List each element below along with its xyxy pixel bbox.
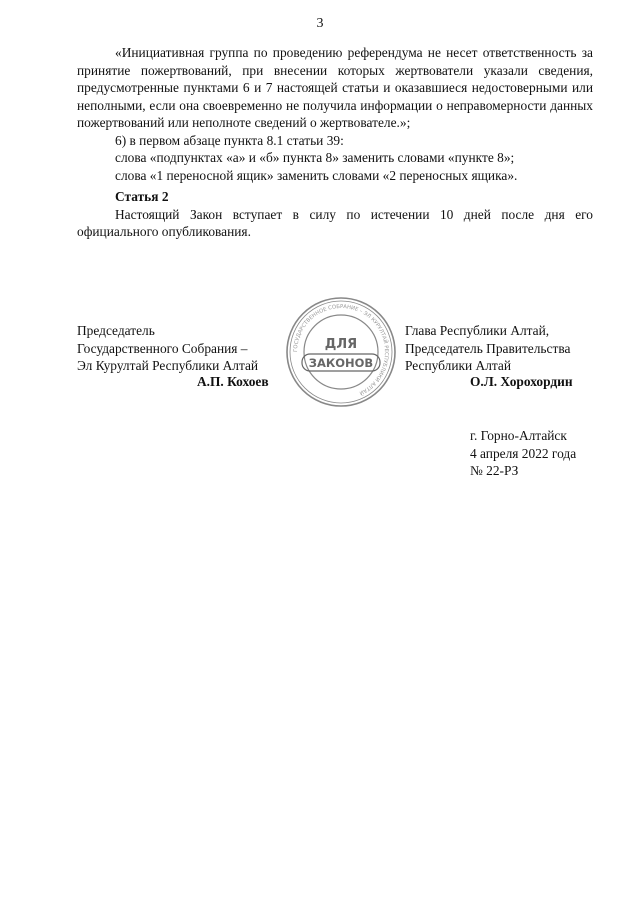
left-signatory-title (77, 322, 287, 375)
left-title-line-2: Государственного Собрания – (77, 340, 248, 356)
document-body (77, 44, 593, 241)
stamp-ring-text: ГОСУДАРСТВЕННОЕ СОБРАНИЕ – ЭЛ КУРУЛТАЙ РЕСПУБЛИКИ АЛТАЙ (292, 303, 390, 396)
item-6: 6) в первом абзаце пункта 8.1 статьи 39: (115, 132, 344, 148)
page-number: 3 (316, 16, 324, 31)
city: г. Горно-Алтайск (470, 428, 567, 443)
right-title-line-2: Председатель Правительства (405, 340, 571, 356)
replacement-2: слова «1 переносной ящик» заменить словами «2 переносных ящика». (115, 167, 518, 183)
quoted-paragraph: «Инициативная группа по проведению референдума не несет ответственность за принятие пожертвований, при внесении которых жертвователи указали сведения, предусмотренные пунктами 6 и 7 настоящей статьи и оказавшиеся недостоверными или неполными, если она своевременно не получила информации о неправомерности данных пожертвований или неполноте сведений о жертвователе.»; (77, 45, 593, 130)
official-stamp (285, 296, 397, 408)
replacement-1: слова «подпунктах «а» и «б» пункта 8» заменить словами «пункте 8»; (115, 150, 515, 165)
right-signatory-title (405, 322, 600, 375)
stamp-bottom-text: ЗАКОНОВ (308, 356, 374, 370)
place-date-number (470, 427, 576, 480)
right-title-line-1: Глава Республики Алтай, (405, 323, 550, 338)
right-signatory-name: О.Л. Хорохордин (470, 374, 573, 389)
left-title-line-3: Эл Курултай Республики Алтай (77, 358, 259, 373)
date: 4 апреля 2022 года (470, 445, 577, 461)
article-2-text: Настоящий Закон вступает в силу по истечении 10 дней после дня его официального опубликования. (77, 206, 593, 239)
left-title-line-1: Председатель (77, 323, 155, 338)
law-number: № 22-РЗ (470, 463, 519, 478)
left-signatory-name: А.П. Кохоев (197, 374, 269, 389)
stamp-top-text: ДЛЯ (324, 337, 358, 352)
article-2-heading: Статья 2 (115, 189, 169, 204)
right-title-line-3: Республики Алтай (405, 358, 512, 373)
